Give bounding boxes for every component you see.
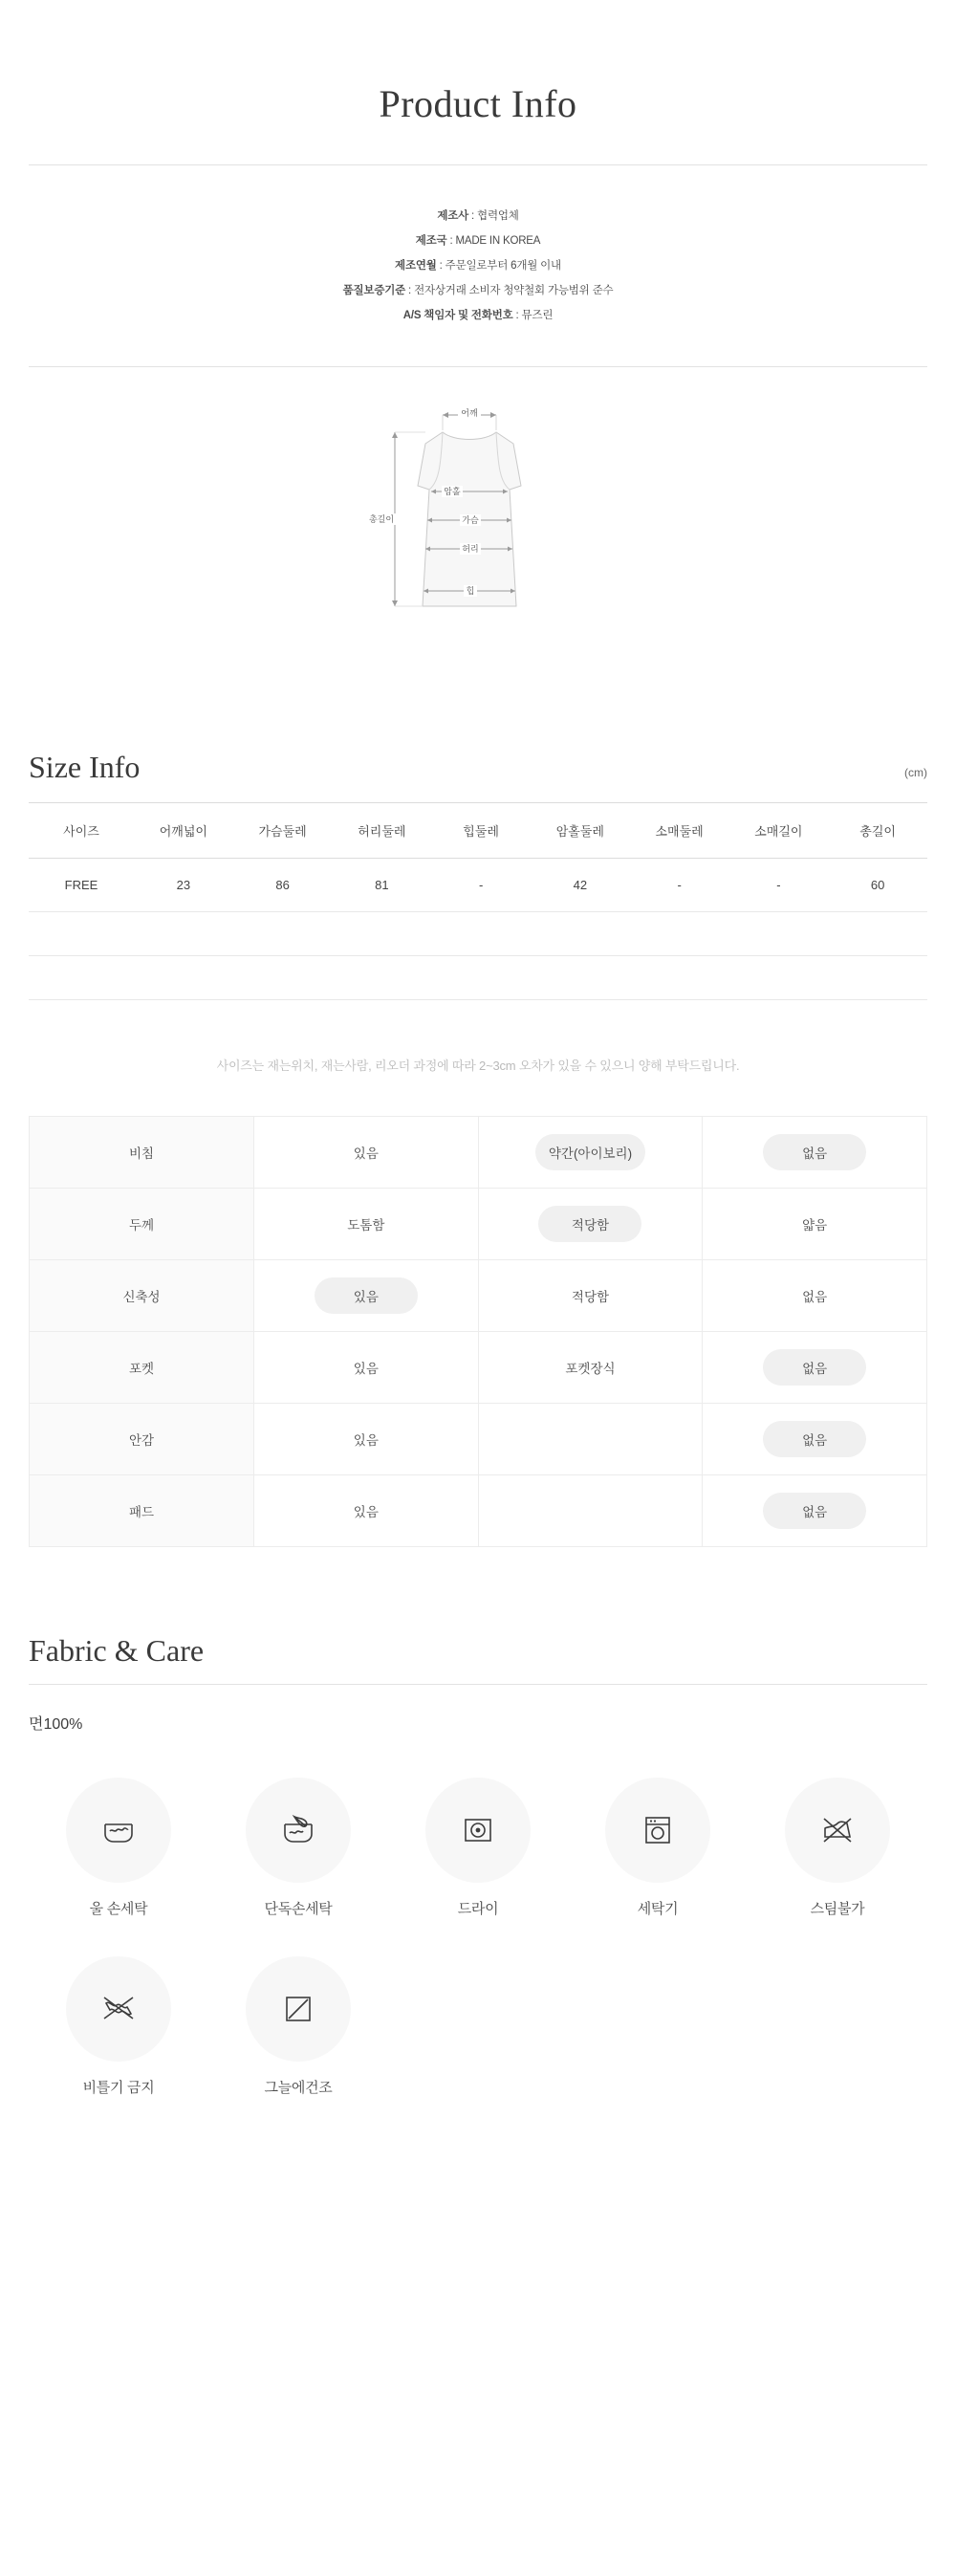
- option-pill: 있음: [315, 1277, 418, 1314]
- size-cell: 23: [134, 859, 233, 912]
- attribute-option[interactable]: [254, 1332, 479, 1404]
- product-info-row: [0, 278, 956, 303]
- table-row: [30, 1332, 927, 1404]
- product-info-label: 제조사: [437, 210, 469, 222]
- product-info-value: 전자상거래 소비자 청약철회 가능범위 준수: [414, 285, 614, 296]
- measurement-diagram: [0, 386, 956, 702]
- sep: :: [446, 235, 456, 247]
- dry-in-shade-icon: [246, 1956, 351, 2062]
- option-text: 있음: [353, 1146, 379, 1161]
- size-cell: -: [729, 859, 829, 912]
- care-item: [29, 1956, 208, 2097]
- care-item: [29, 1778, 208, 1918]
- attribute-label: 두께: [30, 1189, 254, 1260]
- attribute-option[interactable]: [703, 1189, 927, 1260]
- option-text: 도톰함: [347, 1218, 385, 1233]
- size-table-col-header: 힙둘레: [431, 803, 531, 859]
- care-label: 그늘에건조: [264, 2080, 333, 2096]
- product-info-row: [0, 204, 956, 229]
- size-table-header-row: [29, 803, 927, 859]
- attribute-option[interactable]: [254, 1404, 479, 1475]
- option-pill: 없음: [763, 1421, 866, 1457]
- fabric-care-title: Fabric & Care: [29, 1633, 205, 1668]
- empty-cell: [29, 912, 927, 956]
- attribute-option[interactable]: [703, 1260, 927, 1332]
- diagram-label-waist: 허리: [462, 544, 479, 554]
- hand-wash-separate-icon: [246, 1778, 351, 1883]
- size-cell: -: [630, 859, 729, 912]
- care-label: 드라이: [457, 1901, 499, 1917]
- care-item: [388, 1778, 568, 1918]
- option-text: 있음: [353, 1433, 379, 1448]
- care-label: 비틀기 금지: [82, 2080, 155, 2096]
- attribute-option[interactable]: [254, 1189, 479, 1260]
- sep: :: [405, 285, 415, 296]
- diagram-label-shoulder: 어깨: [461, 408, 478, 418]
- no-wring-icon: [66, 1956, 171, 2062]
- sep: :: [436, 260, 445, 272]
- option-text: 얇음: [802, 1218, 828, 1233]
- diagram-label-total-length: 총길이: [368, 514, 395, 524]
- option-text: 적당함: [571, 1290, 610, 1304]
- hand-wash-wool-icon: [66, 1778, 171, 1883]
- size-cell: -: [431, 859, 531, 912]
- attribute-label: 안감: [30, 1404, 254, 1475]
- size-table-col-header: 사이즈: [29, 803, 134, 859]
- option-text: 포켓장식: [565, 1362, 616, 1376]
- product-info-value: 주문일로부터 6개월 이내: [445, 260, 561, 272]
- attribute-option-selected[interactable]: [703, 1332, 927, 1404]
- size-info-header: [29, 750, 927, 785]
- table-row-empty: [29, 912, 927, 956]
- option-pill: 없음: [763, 1349, 866, 1386]
- dry-clean-icon: [425, 1778, 531, 1883]
- table-row-empty: [29, 956, 927, 1000]
- attribute-option[interactable]: [254, 1117, 479, 1189]
- fabric-material: 면100%: [29, 1716, 83, 1733]
- attribute-option[interactable]: [254, 1475, 479, 1547]
- attribute-label: 비침: [30, 1117, 254, 1189]
- table-row: [30, 1404, 927, 1475]
- care-item: [208, 1778, 388, 1918]
- attribute-table: [29, 1116, 927, 1547]
- size-cell: 81: [333, 859, 432, 912]
- size-table-col-header: 가슴둘레: [233, 803, 333, 859]
- size-cell: FREE: [29, 859, 134, 912]
- size-table-col-header: 어깨넓이: [134, 803, 233, 859]
- table-row: [30, 1189, 927, 1260]
- attribute-option-selected[interactable]: [254, 1260, 479, 1332]
- attribute-option-selected[interactable]: [703, 1475, 927, 1547]
- care-icon-grid: [29, 1778, 927, 2135]
- table-row: [30, 1260, 927, 1332]
- attribute-label: 패드: [30, 1475, 254, 1547]
- product-info-block: [0, 165, 956, 366]
- size-info-unit: (cm): [904, 766, 927, 779]
- product-info-label: 제조연월: [395, 260, 437, 272]
- care-label: 스팀불가: [810, 1901, 865, 1917]
- attribute-option-selected[interactable]: [478, 1117, 703, 1189]
- product-info-row: [0, 303, 956, 328]
- divider-fabric-care: [29, 1684, 927, 1685]
- attribute-option-empty: [478, 1475, 703, 1547]
- size-table: [29, 802, 927, 1000]
- attribute-label: 신축성: [30, 1260, 254, 1332]
- attribute-option-selected[interactable]: [703, 1404, 927, 1475]
- product-info-value: MADE IN KOREA: [455, 235, 541, 247]
- option-text: 있음: [353, 1362, 379, 1376]
- product-info-label: 제조국: [415, 235, 447, 247]
- washing-machine-icon: [605, 1778, 710, 1883]
- size-table-col-header: 소매둘레: [630, 803, 729, 859]
- size-info-title: Size Info: [29, 750, 141, 784]
- care-label: 단독손세탁: [264, 1901, 333, 1917]
- care-item: [748, 1778, 927, 1918]
- option-pill: 적당함: [538, 1206, 641, 1242]
- size-table-col-header: 암홀둘레: [531, 803, 630, 859]
- product-info-row: [0, 229, 956, 253]
- sep: :: [468, 210, 478, 222]
- size-table-col-header: 허리둘레: [333, 803, 432, 859]
- size-table-col-header: 소매길이: [729, 803, 829, 859]
- attribute-option[interactable]: [478, 1260, 703, 1332]
- size-cell: 42: [531, 859, 630, 912]
- page-title: Product Info: [379, 82, 577, 125]
- size-cell: 60: [828, 859, 927, 912]
- care-label: 울 손세탁: [89, 1901, 148, 1917]
- attribute-option[interactable]: [478, 1332, 703, 1404]
- attribute-label: 포켓: [30, 1332, 254, 1404]
- sep: :: [512, 310, 522, 321]
- bottom-spacer: [0, 2135, 956, 2221]
- size-table-col-header: 총길이: [828, 803, 927, 859]
- table-row: [29, 859, 927, 912]
- care-item: [208, 1956, 388, 2097]
- option-pill: 없음: [763, 1493, 866, 1529]
- diagram-label-chest: 가슴: [462, 515, 479, 525]
- care-label: 세탁기: [637, 1901, 679, 1917]
- product-info-value: 뮤즈린: [521, 310, 554, 321]
- product-info-label: 품질보증기준: [342, 285, 406, 296]
- option-pill: 없음: [763, 1134, 866, 1170]
- diagram-label-hip: 힙: [466, 586, 475, 596]
- size-note: 사이즈는 재는위치, 재는사람, 리오더 과정에 따라 2~3cm 오차가 있을 수 있으니 양해 부탁드립니다.: [216, 1059, 740, 1073]
- empty-cell: [29, 956, 927, 1000]
- product-info-value: 협력업체: [477, 210, 519, 222]
- no-steam-icon: [785, 1778, 890, 1883]
- product-info-label: A/S 책임자 및 전화번호: [402, 310, 513, 321]
- table-row: [30, 1475, 927, 1547]
- option-text: 있음: [353, 1505, 379, 1519]
- option-pill: 약간(아이보리): [535, 1134, 645, 1170]
- size-cell: 86: [233, 859, 333, 912]
- product-info-row: [0, 253, 956, 278]
- option-text: 없음: [802, 1290, 828, 1304]
- care-item: [568, 1778, 748, 1918]
- table-row: [30, 1117, 927, 1189]
- attribute-option-selected[interactable]: [703, 1117, 927, 1189]
- attribute-option-empty: [478, 1404, 703, 1475]
- diagram-label-armhole: 암홀: [444, 487, 461, 496]
- divider-bottom: [29, 366, 927, 367]
- attribute-option-selected[interactable]: [478, 1189, 703, 1260]
